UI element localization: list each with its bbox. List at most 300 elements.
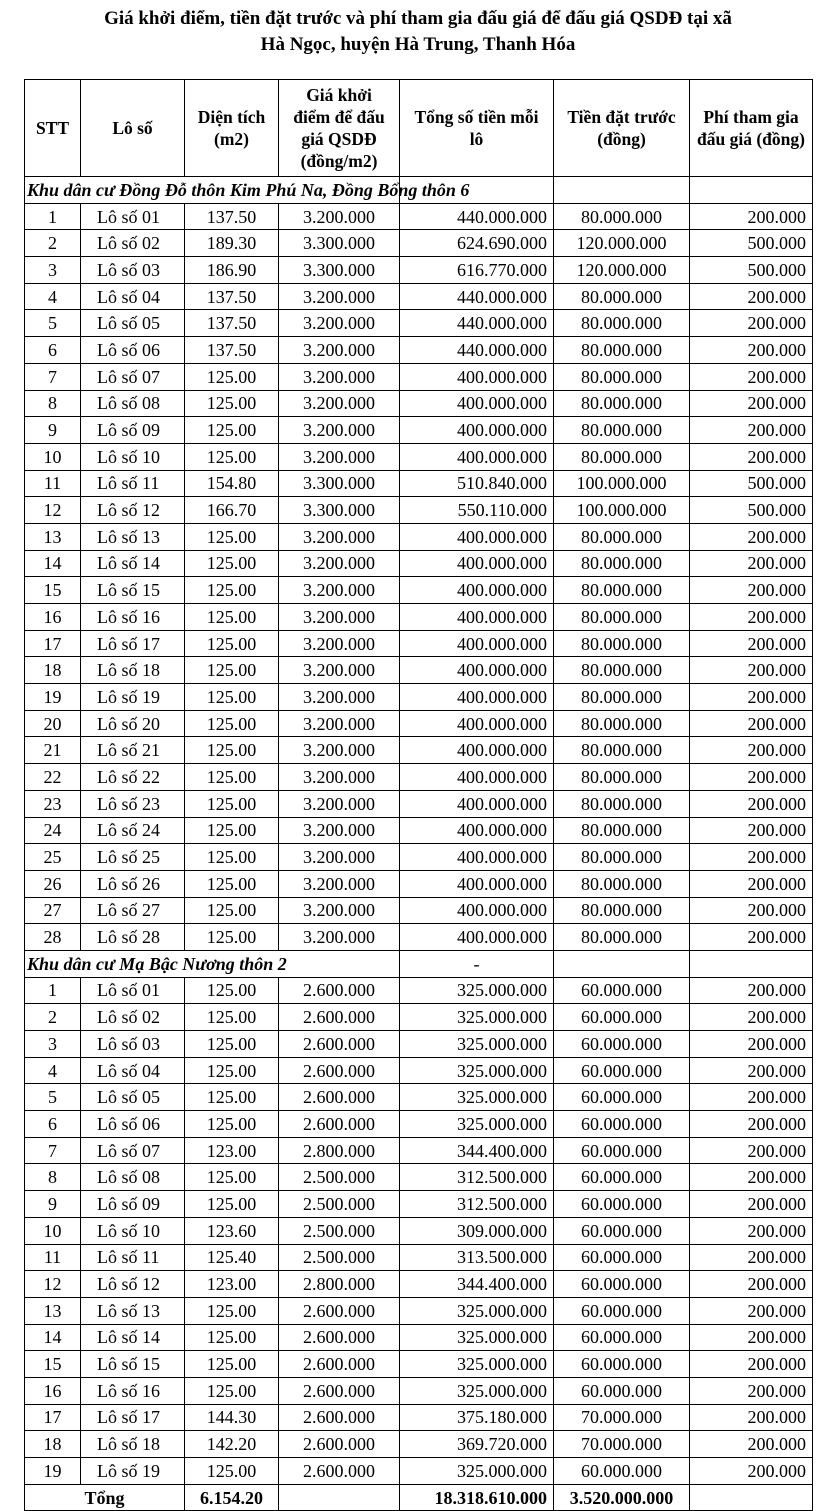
cell-lot-number: Lô số 19	[81, 1458, 185, 1485]
section-empty-cell	[554, 950, 690, 977]
table-row	[25, 1271, 813, 1298]
cell-total-per-lot: 400.000.000	[400, 657, 554, 684]
cell-lot-number: Lô số 21	[81, 737, 185, 764]
cell-lot-number: Lô số 01	[81, 977, 185, 1004]
cell-stt: 10	[25, 1217, 81, 1244]
cell-lot-number: Lô số 23	[81, 790, 185, 817]
table-row	[25, 550, 813, 577]
header-participation-fee: Phí tham gia đấu giá (đồng)	[690, 80, 813, 177]
cell-total-per-lot: 400.000.000	[400, 790, 554, 817]
cell-deposit: 60.000.000	[554, 1217, 690, 1244]
cell-deposit: 80.000.000	[554, 337, 690, 364]
cell-deposit: 80.000.000	[554, 523, 690, 550]
header-stt: STT	[25, 80, 81, 177]
cell-area: 137.50	[185, 283, 279, 310]
cell-stt: 16	[25, 604, 81, 631]
cell-deposit: 80.000.000	[554, 443, 690, 470]
table-row	[25, 337, 813, 364]
cell-stt: 18	[25, 657, 81, 684]
cell-stt: 21	[25, 737, 81, 764]
cell-lot-number: Lô số 24	[81, 817, 185, 844]
cell-area: 125.00	[185, 897, 279, 924]
cell-area: 166.70	[185, 497, 279, 524]
cell-deposit: 80.000.000	[554, 710, 690, 737]
total-sum: 18.318.610.000	[400, 1484, 554, 1511]
cell-stt: 16	[25, 1377, 81, 1404]
cell-participation-fee: 200.000	[690, 684, 813, 711]
cell-deposit: 60.000.000	[554, 1031, 690, 1058]
cell-starting-price: 3.300.000	[279, 257, 400, 284]
cell-stt: 11	[25, 470, 81, 497]
table-row	[25, 1164, 813, 1191]
cell-starting-price: 2.600.000	[279, 1351, 400, 1378]
section-mark: -	[400, 950, 554, 977]
header-total-per-lot: Tổng số tiền mỗi lô	[400, 80, 554, 177]
cell-total-per-lot: 400.000.000	[400, 897, 554, 924]
cell-area: 125.00	[185, 630, 279, 657]
cell-deposit: 60.000.000	[554, 1137, 690, 1164]
cell-area: 186.90	[185, 257, 279, 284]
cell-lot-number: Lô số 02	[81, 1004, 185, 1031]
cell-participation-fee: 200.000	[690, 817, 813, 844]
cell-starting-price: 3.300.000	[279, 230, 400, 257]
cell-participation-fee: 200.000	[690, 523, 813, 550]
cell-starting-price: 3.200.000	[279, 523, 400, 550]
cell-participation-fee: 200.000	[690, 1297, 813, 1324]
cell-participation-fee: 500.000	[690, 257, 813, 284]
cell-stt: 19	[25, 684, 81, 711]
section-empty-cell	[690, 950, 813, 977]
table-row	[25, 283, 813, 310]
cell-stt: 4	[25, 1057, 81, 1084]
table-row	[25, 1431, 813, 1458]
cell-starting-price: 3.200.000	[279, 203, 400, 230]
cell-total-per-lot: 440.000.000	[400, 337, 554, 364]
cell-participation-fee: 200.000	[690, 1031, 813, 1058]
cell-total-per-lot: 400.000.000	[400, 443, 554, 470]
cell-lot-number: Lô số 12	[81, 497, 185, 524]
cell-deposit: 80.000.000	[554, 790, 690, 817]
table-row	[25, 363, 813, 390]
cell-total-per-lot: 400.000.000	[400, 604, 554, 631]
table-row	[25, 203, 813, 230]
cell-starting-price: 3.200.000	[279, 844, 400, 871]
cell-total-per-lot: 440.000.000	[400, 310, 554, 337]
cell-starting-price: 3.200.000	[279, 283, 400, 310]
cell-deposit: 60.000.000	[554, 1324, 690, 1351]
cell-starting-price: 2.500.000	[279, 1244, 400, 1271]
cell-total-per-lot: 325.000.000	[400, 1351, 554, 1378]
cell-deposit: 120.000.000	[554, 257, 690, 284]
cell-participation-fee: 200.000	[690, 203, 813, 230]
cell-area: 125.00	[185, 1111, 279, 1138]
cell-lot-number: Lô số 08	[81, 1164, 185, 1191]
section-title: Khu dân cư Mạ Bậc Nương thôn 2	[25, 950, 400, 977]
cell-participation-fee: 200.000	[690, 417, 813, 444]
cell-area: 123.00	[185, 1271, 279, 1298]
cell-starting-price: 3.200.000	[279, 790, 400, 817]
cell-stt: 10	[25, 443, 81, 470]
cell-area: 125.00	[185, 604, 279, 631]
cell-total-per-lot: 325.000.000	[400, 1084, 554, 1111]
cell-area: 125.00	[185, 523, 279, 550]
cell-area: 125.00	[185, 1057, 279, 1084]
cell-total-per-lot: 313.500.000	[400, 1244, 554, 1271]
cell-total-per-lot: 400.000.000	[400, 924, 554, 951]
title-line-2: Hà Ngọc, huyện Hà Trung, Thanh Hóa	[260, 34, 576, 55]
table-row	[25, 1004, 813, 1031]
table-row	[25, 1057, 813, 1084]
cell-total-per-lot: 400.000.000	[400, 523, 554, 550]
cell-participation-fee: 500.000	[690, 497, 813, 524]
cell-area: 154.80	[185, 470, 279, 497]
cell-stt: 13	[25, 523, 81, 550]
cell-participation-fee: 200.000	[690, 1271, 813, 1298]
cell-deposit: 60.000.000	[554, 1111, 690, 1138]
cell-stt: 11	[25, 1244, 81, 1271]
table-row	[25, 604, 813, 631]
cell-stt: 5	[25, 1084, 81, 1111]
cell-stt: 1	[25, 977, 81, 1004]
table-row	[25, 1217, 813, 1244]
cell-total-per-lot: 400.000.000	[400, 684, 554, 711]
cell-starting-price: 2.600.000	[279, 1297, 400, 1324]
cell-lot-number: Lô số 08	[81, 390, 185, 417]
cell-lot-number: Lô số 05	[81, 310, 185, 337]
cell-lot-number: Lô số 15	[81, 577, 185, 604]
cell-deposit: 60.000.000	[554, 977, 690, 1004]
total-price	[279, 1484, 400, 1511]
cell-deposit: 80.000.000	[554, 924, 690, 951]
table-body	[25, 177, 813, 1511]
cell-area: 125.00	[185, 684, 279, 711]
auction-price-table	[24, 79, 813, 1511]
cell-starting-price: 2.500.000	[279, 1164, 400, 1191]
cell-area: 125.00	[185, 1324, 279, 1351]
cell-area: 125.00	[185, 1084, 279, 1111]
cell-area: 125.00	[185, 737, 279, 764]
cell-participation-fee: 200.000	[690, 630, 813, 657]
cell-lot-number: Lô số 26	[81, 870, 185, 897]
table-row	[25, 1458, 813, 1485]
cell-deposit: 60.000.000	[554, 1244, 690, 1271]
cell-participation-fee: 200.000	[690, 337, 813, 364]
title-line-1: Giá khởi điểm, tiền đặt trước và phí tham gia đấu giá để đấu giá QSDĐ tại xã	[104, 8, 732, 29]
cell-starting-price: 3.200.000	[279, 443, 400, 470]
cell-stt: 19	[25, 1458, 81, 1485]
cell-area: 142.20	[185, 1431, 279, 1458]
cell-area: 125.00	[185, 657, 279, 684]
cell-stt: 20	[25, 710, 81, 737]
cell-lot-number: Lô số 06	[81, 1111, 185, 1138]
cell-deposit: 80.000.000	[554, 417, 690, 444]
cell-stt: 23	[25, 790, 81, 817]
cell-total-per-lot: 344.400.000	[400, 1137, 554, 1164]
cell-total-per-lot: 325.000.000	[400, 1031, 554, 1058]
cell-area: 125.00	[185, 764, 279, 791]
cell-total-per-lot: 616.770.000	[400, 257, 554, 284]
table-row	[25, 1404, 813, 1431]
cell-starting-price: 2.800.000	[279, 1137, 400, 1164]
cell-participation-fee: 200.000	[690, 363, 813, 390]
cell-lot-number: Lô số 22	[81, 764, 185, 791]
cell-participation-fee: 200.000	[690, 1217, 813, 1244]
cell-lot-number: Lô số 02	[81, 230, 185, 257]
cell-starting-price: 2.600.000	[279, 1324, 400, 1351]
cell-starting-price: 3.200.000	[279, 390, 400, 417]
table-row	[25, 710, 813, 737]
cell-stt: 8	[25, 1164, 81, 1191]
cell-area: 125.00	[185, 710, 279, 737]
cell-lot-number: Lô số 03	[81, 1031, 185, 1058]
cell-area: 125.00	[185, 870, 279, 897]
cell-deposit: 60.000.000	[554, 1004, 690, 1031]
section-header-row	[25, 950, 813, 977]
cell-lot-number: Lô số 09	[81, 417, 185, 444]
cell-starting-price: 2.600.000	[279, 1458, 400, 1485]
cell-participation-fee: 200.000	[690, 1377, 813, 1404]
cell-participation-fee: 200.000	[690, 710, 813, 737]
cell-stt: 18	[25, 1431, 81, 1458]
cell-stt: 14	[25, 550, 81, 577]
cell-stt: 4	[25, 283, 81, 310]
document-title	[0, 6, 836, 58]
cell-participation-fee: 200.000	[690, 870, 813, 897]
cell-stt: 25	[25, 844, 81, 871]
cell-participation-fee: 200.000	[690, 897, 813, 924]
cell-area: 125.00	[185, 1004, 279, 1031]
cell-area: 125.00	[185, 1191, 279, 1218]
cell-lot-number: Lô số 14	[81, 550, 185, 577]
cell-lot-number: Lô số 13	[81, 523, 185, 550]
cell-starting-price: 3.200.000	[279, 550, 400, 577]
table-row	[25, 630, 813, 657]
cell-total-per-lot: 325.000.000	[400, 1458, 554, 1485]
cell-starting-price: 2.500.000	[279, 1191, 400, 1218]
cell-deposit: 80.000.000	[554, 737, 690, 764]
header-deposit: Tiền đặt trước (đồng)	[554, 80, 690, 177]
cell-starting-price: 3.200.000	[279, 337, 400, 364]
cell-deposit: 80.000.000	[554, 363, 690, 390]
cell-stt: 7	[25, 363, 81, 390]
cell-participation-fee: 200.000	[690, 390, 813, 417]
cell-total-per-lot: 510.840.000	[400, 470, 554, 497]
cell-deposit: 80.000.000	[554, 390, 690, 417]
table-row	[25, 523, 813, 550]
cell-area: 125.00	[185, 1164, 279, 1191]
cell-stt: 7	[25, 1137, 81, 1164]
cell-lot-number: Lô số 10	[81, 1217, 185, 1244]
table-row	[25, 1351, 813, 1378]
cell-lot-number: Lô số 11	[81, 1244, 185, 1271]
header-starting-price: Giá khởi điểm để đấu giá QSDĐ (đồng/m2)	[279, 80, 400, 177]
table-row	[25, 1324, 813, 1351]
cell-participation-fee: 200.000	[690, 1057, 813, 1084]
cell-participation-fee: 200.000	[690, 1084, 813, 1111]
table-row	[25, 577, 813, 604]
table-row	[25, 1031, 813, 1058]
cell-total-per-lot: 325.000.000	[400, 1377, 554, 1404]
cell-stt: 2	[25, 230, 81, 257]
cell-deposit: 60.000.000	[554, 1271, 690, 1298]
cell-area: 123.00	[185, 1137, 279, 1164]
cell-total-per-lot: 369.720.000	[400, 1431, 554, 1458]
cell-starting-price: 2.600.000	[279, 1084, 400, 1111]
cell-starting-price: 2.600.000	[279, 1377, 400, 1404]
table-row	[25, 897, 813, 924]
total-row	[25, 1484, 813, 1511]
cell-lot-number: Lô số 14	[81, 1324, 185, 1351]
cell-participation-fee: 200.000	[690, 1004, 813, 1031]
cell-area: 137.50	[185, 337, 279, 364]
cell-starting-price: 3.200.000	[279, 817, 400, 844]
cell-stt: 2	[25, 1004, 81, 1031]
cell-participation-fee: 200.000	[690, 577, 813, 604]
cell-lot-number: Lô số 19	[81, 684, 185, 711]
cell-stt: 15	[25, 1351, 81, 1378]
cell-starting-price: 3.200.000	[279, 310, 400, 337]
cell-stt: 3	[25, 1031, 81, 1058]
cell-participation-fee: 200.000	[690, 283, 813, 310]
total-area: 6.154.20	[185, 1484, 279, 1511]
cell-participation-fee: 200.000	[690, 310, 813, 337]
cell-participation-fee: 500.000	[690, 230, 813, 257]
cell-total-per-lot: 400.000.000	[400, 577, 554, 604]
cell-lot-number: Lô số 28	[81, 924, 185, 951]
cell-stt: 8	[25, 390, 81, 417]
cell-deposit: 100.000.000	[554, 470, 690, 497]
cell-total-per-lot: 400.000.000	[400, 844, 554, 871]
cell-deposit: 80.000.000	[554, 897, 690, 924]
cell-participation-fee: 200.000	[690, 1137, 813, 1164]
cell-stt: 12	[25, 497, 81, 524]
cell-area: 125.00	[185, 443, 279, 470]
cell-lot-number: Lô số 18	[81, 657, 185, 684]
table-row	[25, 1111, 813, 1138]
cell-stt: 6	[25, 337, 81, 364]
table-row	[25, 1084, 813, 1111]
cell-total-per-lot: 325.000.000	[400, 1004, 554, 1031]
cell-total-per-lot: 400.000.000	[400, 417, 554, 444]
table-row	[25, 1377, 813, 1404]
cell-starting-price: 2.600.000	[279, 1404, 400, 1431]
cell-participation-fee: 200.000	[690, 657, 813, 684]
cell-lot-number: Lô số 13	[81, 1297, 185, 1324]
cell-lot-number: Lô số 04	[81, 1057, 185, 1084]
cell-stt: 28	[25, 924, 81, 951]
table-row	[25, 1137, 813, 1164]
cell-participation-fee: 200.000	[690, 1404, 813, 1431]
cell-starting-price: 2.600.000	[279, 1004, 400, 1031]
cell-total-per-lot: 400.000.000	[400, 550, 554, 577]
cell-total-per-lot: 325.000.000	[400, 1111, 554, 1138]
section-empty-cell	[554, 177, 690, 204]
cell-deposit: 70.000.000	[554, 1431, 690, 1458]
table-row	[25, 977, 813, 1004]
cell-stt: 26	[25, 870, 81, 897]
cell-starting-price: 3.200.000	[279, 737, 400, 764]
cell-starting-price: 3.200.000	[279, 870, 400, 897]
table-row	[25, 870, 813, 897]
cell-stt: 9	[25, 417, 81, 444]
cell-starting-price: 3.200.000	[279, 417, 400, 444]
cell-area: 125.40	[185, 1244, 279, 1271]
cell-area: 125.00	[185, 1031, 279, 1058]
cell-starting-price: 3.300.000	[279, 470, 400, 497]
cell-lot-number: Lô số 11	[81, 470, 185, 497]
cell-lot-number: Lô số 04	[81, 283, 185, 310]
cell-stt: 9	[25, 1191, 81, 1218]
cell-participation-fee: 200.000	[690, 1244, 813, 1271]
table-row	[25, 310, 813, 337]
cell-stt: 24	[25, 817, 81, 844]
cell-stt: 15	[25, 577, 81, 604]
total-fee	[690, 1484, 813, 1511]
cell-lot-number: Lô số 07	[81, 363, 185, 390]
cell-starting-price: 3.200.000	[279, 630, 400, 657]
cell-total-per-lot: 400.000.000	[400, 817, 554, 844]
cell-participation-fee: 500.000	[690, 470, 813, 497]
table-row	[25, 390, 813, 417]
cell-participation-fee: 200.000	[690, 844, 813, 871]
cell-participation-fee: 200.000	[690, 1111, 813, 1138]
cell-starting-price: 3.200.000	[279, 577, 400, 604]
cell-area: 125.00	[185, 817, 279, 844]
cell-deposit: 70.000.000	[554, 1404, 690, 1431]
table-row	[25, 230, 813, 257]
cell-stt: 13	[25, 1297, 81, 1324]
cell-area: 123.60	[185, 1217, 279, 1244]
cell-deposit: 100.000.000	[554, 497, 690, 524]
cell-stt: 5	[25, 310, 81, 337]
cell-lot-number: Lô số 05	[81, 1084, 185, 1111]
header-lot-number: Lô số	[81, 80, 185, 177]
cell-starting-price: 2.600.000	[279, 1111, 400, 1138]
cell-area: 189.30	[185, 230, 279, 257]
cell-deposit: 80.000.000	[554, 764, 690, 791]
cell-deposit: 80.000.000	[554, 203, 690, 230]
cell-participation-fee: 200.000	[690, 1164, 813, 1191]
cell-deposit: 80.000.000	[554, 604, 690, 631]
table-row	[25, 443, 813, 470]
table-row	[25, 470, 813, 497]
cell-area: 137.50	[185, 203, 279, 230]
cell-deposit: 80.000.000	[554, 550, 690, 577]
cell-lot-number: Lô số 15	[81, 1351, 185, 1378]
cell-lot-number: Lô số 16	[81, 604, 185, 631]
table-row	[25, 684, 813, 711]
cell-deposit: 120.000.000	[554, 230, 690, 257]
cell-starting-price: 2.600.000	[279, 1431, 400, 1458]
total-label: Tổng	[25, 1484, 185, 1511]
cell-deposit: 80.000.000	[554, 283, 690, 310]
cell-deposit: 60.000.000	[554, 1297, 690, 1324]
cell-participation-fee: 200.000	[690, 443, 813, 470]
cell-area: 125.00	[185, 790, 279, 817]
cell-total-per-lot: 400.000.000	[400, 363, 554, 390]
cell-stt: 17	[25, 630, 81, 657]
cell-deposit: 80.000.000	[554, 577, 690, 604]
cell-participation-fee: 200.000	[690, 977, 813, 1004]
cell-starting-price: 2.600.000	[279, 1057, 400, 1084]
cell-area: 125.00	[185, 1297, 279, 1324]
cell-lot-number: Lô số 12	[81, 1271, 185, 1298]
table-row	[25, 497, 813, 524]
cell-deposit: 80.000.000	[554, 310, 690, 337]
cell-total-per-lot: 400.000.000	[400, 737, 554, 764]
cell-stt: 6	[25, 1111, 81, 1138]
cell-participation-fee: 200.000	[690, 604, 813, 631]
